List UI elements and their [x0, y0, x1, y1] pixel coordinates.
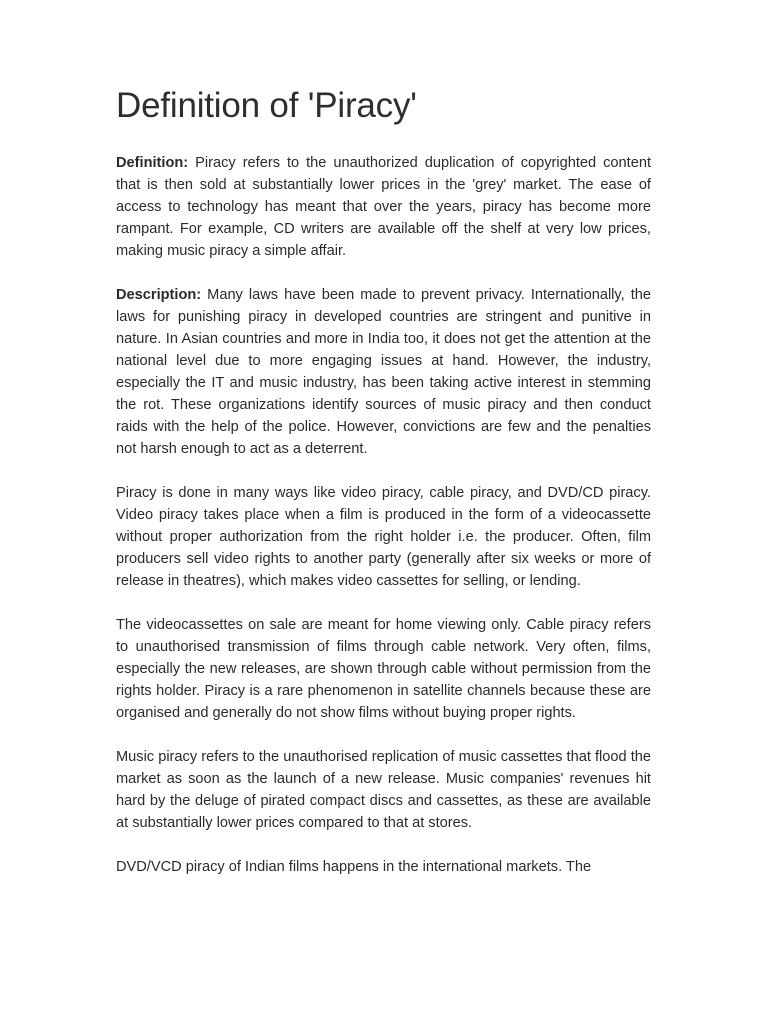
paragraph-lead: Definition: [116, 155, 189, 171]
paragraph-dvd-piracy [116, 856, 651, 878]
paragraph-lead: Description: [116, 287, 202, 303]
paragraph-definition [116, 152, 651, 262]
paragraph-text: DVD/VCD piracy of Indian films happens in the international markets. The [116, 859, 592, 875]
paragraph-text: Many laws have been made to prevent privacy. Internationally, the laws for punishing piracy in developed countries are stringent and punitive in nature. In Asian countries and more in India too, it does not get the attention at the national level due to more engaging issues at hand. However, the industry, especially the IT and music industry, has been taking active interest in stemming the rot. These organizations identify sources of music piracy and then conduct raids with the help of the police. However, convictions are few and the penalties not harsh enough to act as a deterrent. [116, 287, 652, 457]
paragraph-text: The videocassettes on sale are meant for home viewing only. Cable piracy refers to unauthorised transmission of films through cable network. Very often, films, especially the new releases, are shown through cable without permission from the rights holder. Piracy is a rare phenomenon in satellite channels because these are organised and generally do not show films without buying proper rights. [116, 617, 651, 721]
document-title: Definition of 'Piracy' [116, 86, 417, 125]
document-page [116, 84, 651, 900]
paragraph-text: Piracy refers to the unauthorized duplication of copyrighted content that is then sold at substantially lower prices in the 'grey' market. The ease of access to technology has meant that over the years, piracy has become more rampant. For example, CD writers are available off the shelf at very low prices, making music piracy a simple affair. [116, 155, 651, 259]
paragraph-description [116, 284, 651, 460]
paragraph-music-piracy [116, 746, 651, 834]
paragraph-text: Music piracy refers to the unauthorised replication of music cassettes that flood the market as soon as the launch of a new release. Music companies' revenues hit hard by the deluge of pirated compact discs and cassettes, as these are available at substantially lower prices compared to that at stores. [116, 749, 651, 831]
paragraph-text: Piracy is done in many ways like video piracy, cable piracy, and DVD/CD piracy. Video piracy takes place when a film is produced in the form of a videocassette without proper authorization from the right holder i.e. the producer. Often, film producers sell video rights to another party (generally after six weeks or more of release in theatres), which makes video cassettes for selling, or lending. [116, 485, 651, 589]
paragraph-cable-piracy [116, 614, 651, 724]
paragraph-piracy-types [116, 482, 651, 592]
